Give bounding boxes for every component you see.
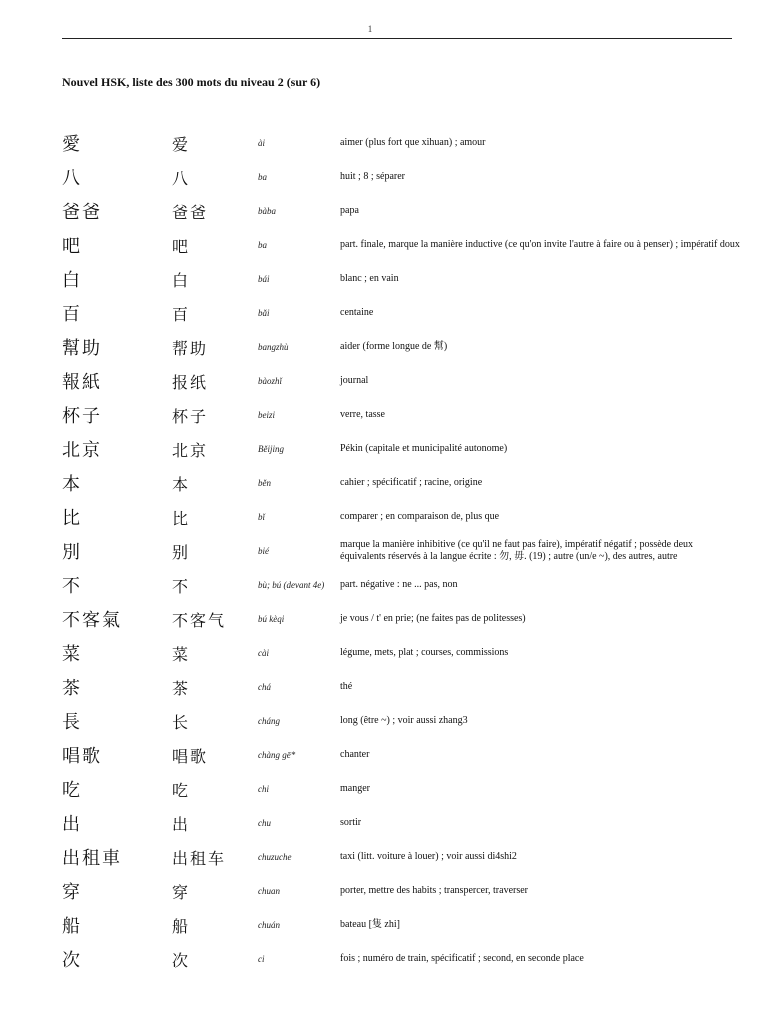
simplified-characters: 出租车 [172, 848, 227, 868]
french-meaning: huit ; 8 ; séparer [340, 171, 405, 182]
french-meaning: blanc ; en vain [340, 273, 399, 284]
simplified-characters: 爸爸 [172, 202, 209, 222]
vocabulary-entry [62, 466, 742, 500]
vocabulary-entry [62, 500, 742, 534]
pinyin-reading: ba [258, 239, 267, 250]
pinyin-reading: chàng gē* [258, 749, 296, 760]
french-meaning: cahier ; spécificatif ; racine, origine [340, 477, 483, 488]
simplified-characters: 比 [172, 508, 191, 528]
simplified-characters: 吃 [172, 780, 191, 800]
vocabulary-entry [62, 126, 742, 160]
pinyin-reading: ci [258, 953, 265, 964]
vocabulary-entry [62, 330, 742, 364]
traditional-characters: 幫助 [62, 338, 102, 359]
simplified-characters: 穿 [172, 882, 191, 902]
simplified-characters: 爱 [172, 134, 191, 154]
pinyin-reading: ài [258, 137, 266, 148]
simplified-characters: 帮助 [172, 338, 209, 358]
pinyin-reading: bù; bú (devant 4e) [258, 579, 325, 590]
simplified-characters: 本 [172, 474, 191, 494]
french-meaning: chanter [340, 749, 370, 760]
simplified-characters: 吧 [172, 236, 191, 256]
simplified-characters: 不 [172, 576, 191, 596]
traditional-characters: 本 [62, 474, 82, 495]
simplified-characters: 不客气 [172, 610, 227, 630]
vocabulary-entry [62, 806, 742, 840]
simplified-characters: 别 [172, 542, 191, 562]
traditional-characters: 吧 [62, 236, 82, 257]
pinyin-reading: chi [258, 783, 269, 794]
vocabulary-entry [62, 228, 742, 262]
french-meaning: part. négative : ne ... pas, non [340, 579, 458, 590]
pinyin-reading: bái [258, 273, 270, 284]
vocabulary-entry [62, 194, 742, 228]
french-meaning: long (être ~) ; voir aussi zhang3 [340, 715, 468, 726]
pinyin-reading: Běijing [258, 443, 284, 454]
french-meaning: papa [340, 205, 359, 216]
vocabulary-entry [62, 568, 742, 602]
pinyin-reading: chu [258, 817, 271, 828]
vocabulary-entry [62, 874, 742, 908]
vocabulary-entry [62, 840, 742, 874]
document-title: Nouvel HSK, liste des 300 mots du niveau 2 (sur 6) [62, 75, 321, 89]
simplified-characters: 菜 [172, 644, 191, 664]
pinyin-reading: cài [258, 647, 269, 658]
traditional-characters: 不 [62, 576, 82, 597]
simplified-characters: 茶 [172, 678, 191, 698]
traditional-characters: 菜 [62, 644, 82, 665]
vocabulary-entry [62, 602, 742, 636]
french-meaning: marque la manière inhibitive (ce qu'il ne faut pas faire), impératif négatif ; possède deux équivalents réservés à la langue écrite : 勿, 毋. (19) ; autre (un/e ~), des autres, autre [340, 539, 694, 562]
traditional-characters: 別 [62, 542, 82, 563]
simplified-characters: 出 [172, 814, 191, 834]
french-meaning: sortir [340, 817, 362, 828]
simplified-characters: 船 [172, 916, 191, 936]
page-number: 1 [367, 24, 373, 34]
vocabulary-entry [62, 908, 742, 942]
traditional-characters: 吃 [62, 780, 82, 801]
french-meaning: fois ; numéro de train, spécificatif ; second, en seconde place [340, 953, 584, 964]
simplified-characters: 次 [172, 950, 191, 970]
traditional-characters: 茶 [62, 678, 82, 699]
vocabulary-entry [62, 704, 742, 738]
vocabulary-entry [62, 942, 742, 976]
simplified-characters: 唱歌 [172, 746, 209, 766]
french-meaning: taxi (litt. voiture à louer) ; voir aussi di4shi2 [340, 851, 517, 862]
traditional-characters: 杯子 [62, 406, 102, 427]
french-meaning: Pékin (capitale et municipalité autonome) [340, 443, 508, 454]
simplified-characters: 八 [172, 168, 191, 188]
pinyin-reading: bié [258, 545, 269, 556]
traditional-characters: 北京 [62, 440, 102, 461]
traditional-characters: 長 [62, 712, 82, 733]
pinyin-reading: bangzhù [258, 341, 289, 352]
vocabulary-entry [62, 262, 742, 296]
pinyin-reading: beizi [258, 409, 275, 420]
french-meaning: journal [340, 375, 369, 386]
traditional-characters: 百 [62, 304, 82, 325]
pinyin-reading: bàba [258, 205, 276, 216]
vocabulary-entry [62, 364, 742, 398]
traditional-characters: 愛 [62, 134, 82, 155]
simplified-characters: 白 [172, 270, 191, 290]
vocabulary-entry [62, 738, 742, 772]
vocabulary-entry [62, 432, 742, 466]
french-meaning: comparer ; en comparaison de, plus que [340, 511, 500, 522]
vocabulary-entry [62, 296, 742, 330]
traditional-characters: 白 [62, 270, 82, 291]
french-meaning: aider (forme longue de 幫) [340, 341, 448, 352]
pinyin-reading: bǎi [258, 307, 270, 318]
pinyin-reading: bú kèqi [258, 613, 285, 624]
vocabulary-entry [62, 636, 742, 670]
traditional-characters: 不客氣 [62, 610, 122, 631]
vocabulary-list [62, 126, 742, 976]
french-meaning: bateau [隻 zhi] [340, 919, 400, 930]
traditional-characters: 唱歌 [62, 746, 102, 767]
simplified-characters: 北京 [172, 440, 209, 460]
simplified-characters: 杯子 [172, 406, 209, 426]
traditional-characters: 穿 [62, 882, 82, 903]
traditional-characters: 八 [62, 168, 82, 189]
vocabulary-entry [62, 160, 742, 194]
french-meaning: verre, tasse [340, 409, 385, 420]
vocabulary-entry [62, 670, 742, 704]
pinyin-reading: chuan [258, 885, 280, 896]
french-meaning: manger [340, 783, 370, 794]
pinyin-reading: bàozhǐ [258, 375, 283, 386]
traditional-characters: 比 [62, 508, 82, 529]
french-meaning: aimer (plus fort que xihuan) ; amour [340, 137, 486, 148]
pinyin-reading: ba [258, 171, 267, 182]
simplified-characters: 报纸 [172, 372, 209, 392]
simplified-characters: 百 [172, 304, 191, 324]
vocabulary-entry [62, 398, 742, 432]
traditional-characters: 次 [62, 950, 82, 971]
pinyin-reading: bǐ [258, 511, 266, 522]
french-meaning: part. finale, marque la manière inductive (ce qu'on invite l'autre à faire ou à penser) ; impératif doux [340, 239, 740, 250]
traditional-characters: 報紙 [62, 372, 102, 393]
french-meaning: je vous / t' en prie; (ne faites pas de politesses) [340, 613, 526, 624]
french-meaning: thé [340, 681, 353, 692]
traditional-characters: 爸爸 [62, 202, 102, 223]
pinyin-reading: cháng [258, 715, 280, 726]
pinyin-reading: chuán [258, 919, 280, 930]
french-meaning: porter, mettre des habits ; transpercer, traverser [340, 885, 529, 896]
vocabulary-entry [62, 772, 742, 806]
pinyin-reading: běn [258, 477, 271, 488]
traditional-characters: 出租車 [62, 848, 122, 869]
vocabulary-entry [62, 534, 742, 568]
traditional-characters: 船 [62, 916, 82, 937]
traditional-characters: 出 [62, 814, 82, 835]
french-meaning: légume, mets, plat ; courses, commissions [340, 647, 509, 658]
header-rule [62, 38, 732, 39]
pinyin-reading: chuzuche [258, 851, 292, 862]
pinyin-reading: chá [258, 681, 271, 692]
simplified-characters: 长 [172, 712, 191, 732]
french-meaning: centaine [340, 307, 374, 318]
